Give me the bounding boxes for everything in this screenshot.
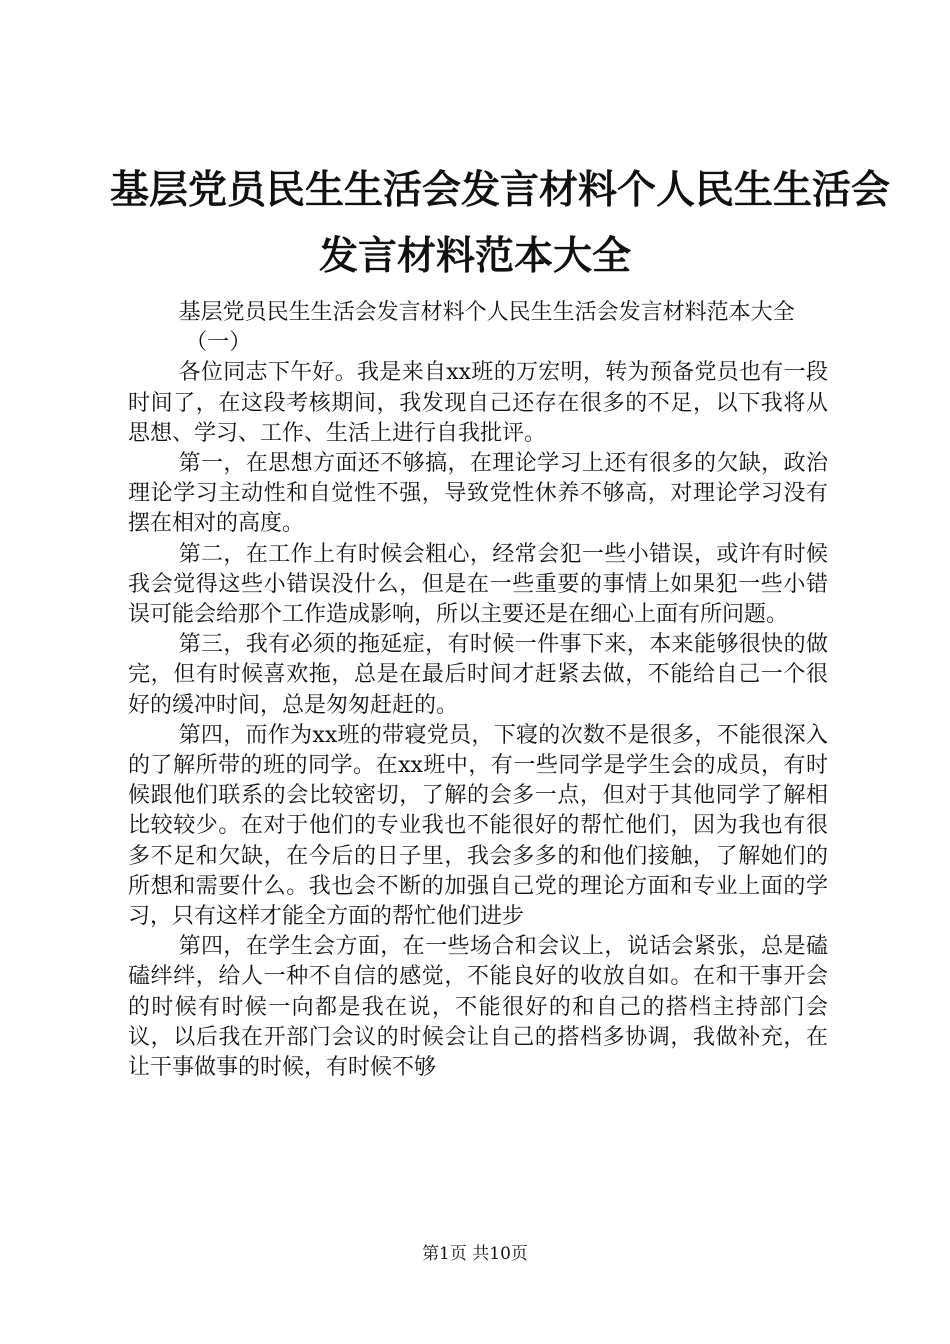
document-title [110,158,891,290]
page-footer: 第1页 共10页 [422,1244,528,1264]
paragraph-point-3: 第三，我有必须的拖延症，有时候一件事下来，本来能够很快的做完，但有时候喜欢拖，总是在最后时间才赶紧去做，不能给自己一个很好的缓冲时间，总是匆匆赶赶的。 [128,632,828,718]
paragraph-point-4a: 第四，而作为xx班的带寝党员，下寝的次数不是很多，不能很深入的了解所带的班的同学。在xx班中，有一些同学是学生会的成员，有时候跟他们联系的会比较密切，了解的会多一点，但对于其他同学了解相比较较少。在对于他们的专业我也不能很好的帮忙他们，因为我也有很多不足和欠缺，在今后的日子里，我会多多的和他们接触，了解她们的所想和需要什么。我也会不断的加强自己党的理论方面和专业上面的学习，只有这样才能全方面的帮忙他们进步 [128,722,828,930]
paragraph-point-2: 第二，在工作上有时候会粗心，经常会犯一些小错误，或许有时候我会觉得这些小错误没什么，但是在一些重要的事情上如果犯一些小错误可能会给那个工作造成影响，所以主要还是在细心上面有所问题。 [128,541,828,628]
paragraph-subtitle: 基层党员民生生活会发言材料个人民生生活会发言材料范本大全 [178,300,795,325]
document-body [128,298,828,1083]
paragraph-point-4b: 第四，在学生会方面，在一些场合和会议上，说话会紧张，总是磕磕绊绊，给人一种不自信的感觉，不能良好的收放自如。在和干事开会的时候有时候一向都是我在说，不能很好的和自己的搭档主持部门会议，以后我在开部门会议的时候会让自己的搭档多协调，我做补充，在让干事做事的时候，有时候不够 [128,934,828,1081]
title-line-2: 发言材料范本大全 [318,234,631,279]
paragraph-section-marker: （一） [185,330,252,356]
title-line-1: 基层党员民生生活会发言材料个人民生生活会 [110,168,891,213]
paragraph-greeting: 各位同志下午好。我是来自xx班的万宏明，转为预备党员也有一段时间了，在这段考核期间，我发现自己还存在很多的不足，以下我将从思想、学习、工作、生活上进行自我批评。 [128,360,828,446]
paragraph-point-1: 第一，在思想方面还不够搞，在理论学习上还有很多的欠缺，政治理论学习主动性和自觉性不强，导致党性休养不够高，对理论学习没有摆在相对的高度。 [128,451,828,537]
